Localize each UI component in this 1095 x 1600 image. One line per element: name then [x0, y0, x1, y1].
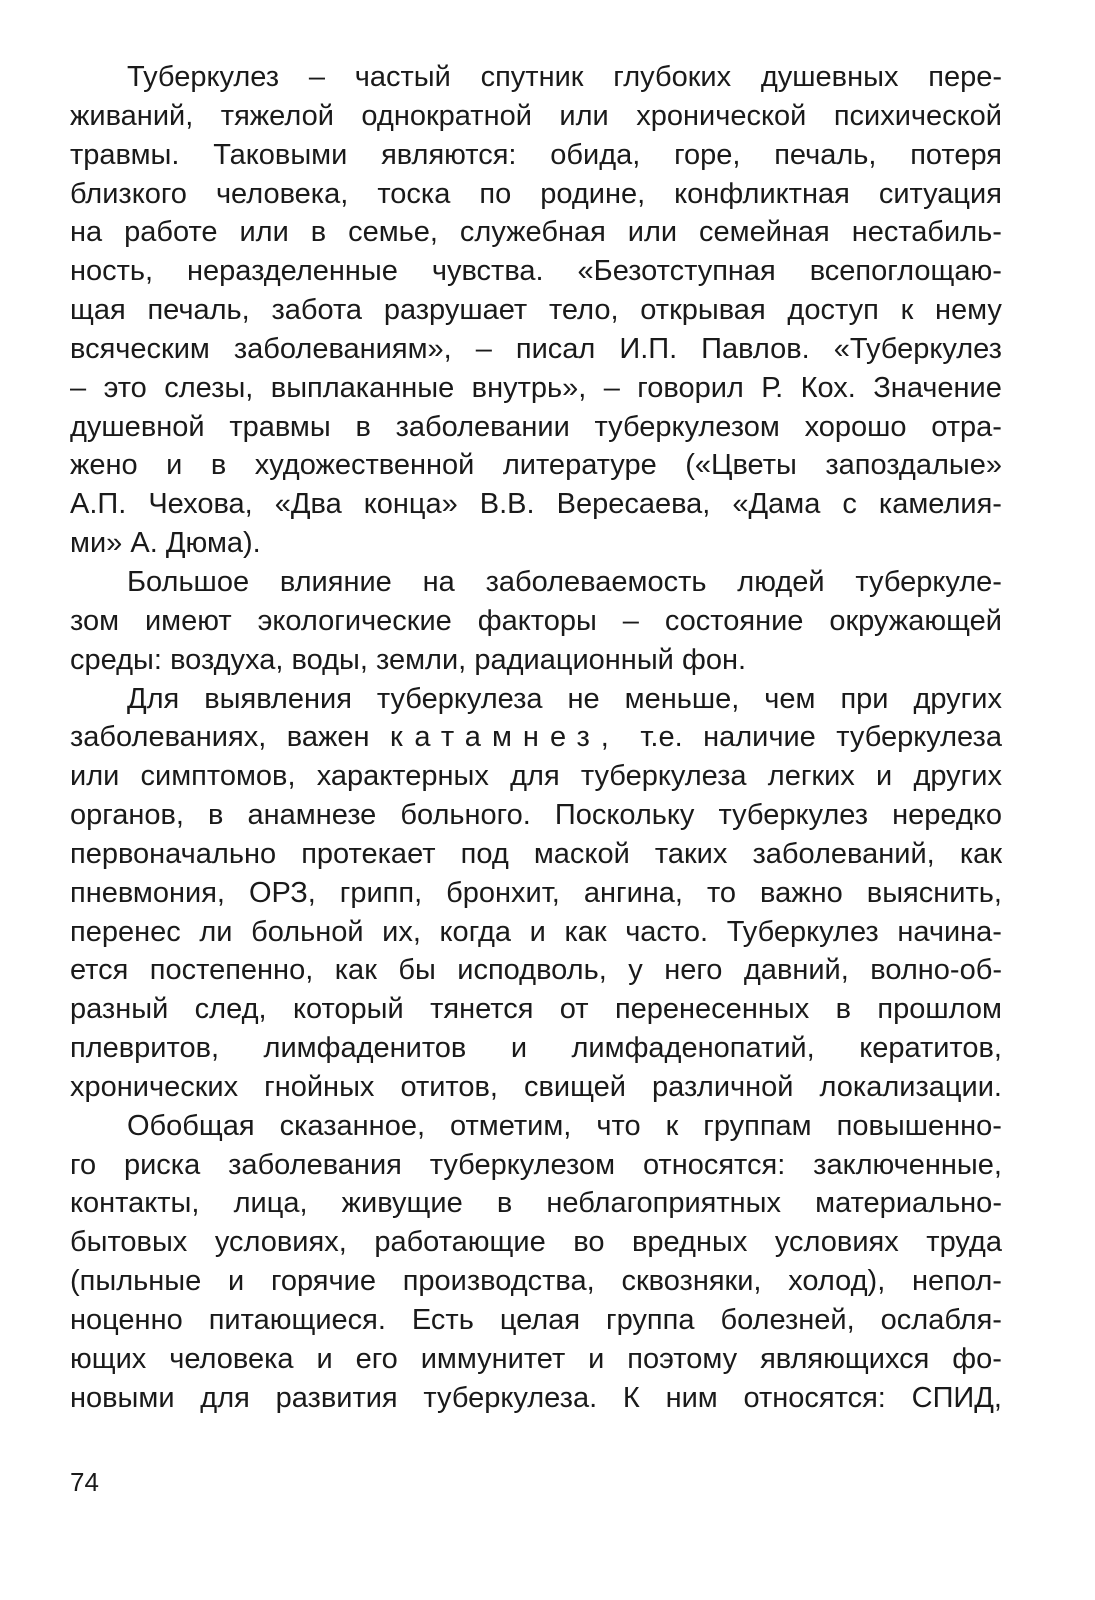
word: забота — [271, 294, 363, 327]
word: Р. — [761, 371, 784, 404]
word: разрушает — [383, 294, 528, 327]
word: выплаканные — [270, 371, 455, 404]
word: меньше, — [624, 682, 740, 715]
word: важно — [760, 876, 843, 909]
word: туберкулез — [718, 799, 869, 832]
word: важен — [286, 721, 370, 754]
word: Дюма). — [165, 527, 261, 560]
word: ноценно — [70, 1304, 183, 1336]
word: семье, — [348, 216, 438, 249]
word: людей — [737, 565, 825, 598]
word: плевритов, — [70, 1032, 220, 1065]
word: являются: — [381, 138, 517, 171]
word: говорил — [637, 371, 744, 404]
word: писал — [515, 332, 596, 365]
word: след, — [194, 993, 267, 1026]
word: прошлом — [877, 993, 1002, 1026]
word: то — [706, 876, 737, 909]
word: человека — [169, 1342, 294, 1375]
word: в — [355, 410, 371, 443]
word: психической — [833, 99, 1002, 132]
word: симптомов, — [140, 760, 296, 793]
word: жено — [70, 449, 138, 482]
word: туберкулезом — [594, 410, 780, 443]
word: чувства. — [431, 255, 544, 288]
text-line — [70, 1146, 1002, 1185]
word: близкого — [70, 177, 187, 210]
word: конца» — [363, 488, 458, 521]
word: выявления — [204, 682, 352, 715]
word: свищей — [524, 1070, 626, 1103]
word: лица, — [233, 1187, 308, 1220]
word: к — [665, 1109, 679, 1142]
text-line — [70, 524, 1002, 563]
text-line — [70, 990, 1002, 1029]
text-line — [70, 408, 1002, 447]
word: характерных — [316, 760, 489, 793]
word: перенес — [70, 915, 181, 948]
word: т.е. — [640, 721, 683, 754]
word: бы — [398, 954, 436, 987]
word: и — [510, 1032, 528, 1065]
word: или — [559, 99, 609, 132]
text-line — [70, 913, 1002, 952]
word: слезы, — [164, 371, 254, 404]
word: заключенные, — [813, 1148, 1002, 1181]
word: для — [510, 760, 560, 793]
word: тяжелой — [220, 99, 334, 132]
text-line — [70, 252, 1002, 291]
text-line — [70, 1262, 1002, 1301]
text-line — [70, 874, 1002, 913]
word: Есть — [411, 1304, 474, 1336]
word: под — [460, 837, 509, 870]
word: заболеваний, — [752, 837, 935, 870]
text-line — [70, 1301, 1002, 1340]
word: тянется — [430, 993, 534, 1026]
word: по — [479, 177, 512, 210]
word: в — [835, 993, 851, 1026]
word: неблагоприятных — [546, 1187, 782, 1220]
word: целая — [499, 1304, 581, 1336]
word: у — [628, 954, 643, 987]
word: СПИД, — [911, 1381, 1002, 1414]
text-line — [70, 1340, 1002, 1379]
page-number: 74 — [70, 1467, 99, 1497]
word: «Два — [274, 488, 342, 521]
word: как — [564, 915, 607, 948]
word: являющихся — [760, 1342, 930, 1375]
word: тоска — [377, 177, 451, 210]
word: доступ — [787, 294, 879, 327]
word: непол- — [912, 1265, 1002, 1298]
word: ОРЗ, — [248, 876, 316, 909]
word: живущие — [341, 1187, 463, 1220]
text-line — [70, 1379, 1002, 1418]
word: гнойных — [264, 1070, 375, 1103]
word: пере- — [928, 61, 1002, 93]
text-line — [70, 58, 1002, 97]
word: иммунитет — [420, 1342, 566, 1375]
word: в — [210, 449, 227, 482]
word: него — [664, 954, 723, 987]
word: художественной — [254, 449, 475, 482]
word: на — [422, 565, 455, 598]
text-line — [70, 641, 1002, 680]
word: других — [913, 682, 1002, 715]
word: – — [70, 371, 87, 404]
word: душевной — [70, 410, 205, 443]
word: человека, — [215, 177, 349, 210]
word: Для — [127, 682, 180, 715]
word: питающиеся. — [208, 1304, 386, 1336]
word: А.П. — [70, 488, 127, 521]
word: травмы — [229, 410, 331, 443]
word: душевных — [760, 61, 899, 93]
word: туберкулеза — [376, 682, 543, 715]
word: В.В. — [479, 488, 535, 521]
word: больной — [251, 915, 364, 948]
word: внутрь», — [471, 371, 587, 404]
word: окружающей — [829, 604, 1002, 637]
word: живаний, — [70, 99, 194, 132]
word: туберкуле- — [855, 565, 1002, 598]
word: запоздалые» — [825, 449, 1002, 482]
word: конфликтная — [674, 177, 850, 210]
word: сквозняки, — [621, 1265, 762, 1298]
word: для — [200, 1381, 250, 1414]
word: или — [239, 216, 289, 249]
word: частый — [354, 61, 451, 93]
word: лимфаденитов — [263, 1032, 467, 1065]
word: туберкулезом — [429, 1148, 616, 1181]
word: И.П. — [619, 332, 678, 365]
word: – — [475, 332, 492, 365]
word: спутник — [480, 61, 584, 93]
text-line — [70, 1068, 1002, 1107]
word: производства, — [402, 1265, 595, 1298]
word: Таковыми — [213, 138, 348, 171]
word: горячие — [270, 1265, 376, 1298]
word: фон. — [681, 643, 747, 676]
word: всепоглощаю- — [809, 255, 1002, 288]
text-line — [70, 330, 1002, 369]
word: потеря — [910, 138, 1002, 171]
word: работе — [124, 216, 218, 249]
word: легких — [767, 760, 855, 793]
word: больного. — [400, 799, 531, 832]
word: нередко — [892, 799, 1002, 832]
word: земли, — [376, 643, 467, 676]
word: анамнезе — [247, 799, 377, 832]
word: в — [496, 1187, 513, 1220]
word: развития — [275, 1381, 398, 1414]
word: и — [166, 449, 183, 482]
word: условиях — [774, 1226, 899, 1259]
word: перенесенных — [614, 993, 810, 1026]
word: факторы — [477, 604, 597, 637]
word: влияние — [279, 565, 392, 598]
word: заболевания — [228, 1148, 402, 1181]
word: поэтому — [627, 1342, 738, 1375]
word: контакты, — [70, 1187, 200, 1220]
text-line — [70, 1107, 1002, 1146]
word: относятся: — [642, 1148, 786, 1181]
word: неразделенные — [187, 255, 398, 288]
word: холод), — [788, 1265, 886, 1298]
word: как — [959, 837, 1002, 870]
word: хронических — [70, 1070, 239, 1103]
word: новыми — [70, 1381, 175, 1414]
word: ослабля- — [880, 1304, 1002, 1336]
word: литературе — [502, 449, 657, 482]
word: сказанное, — [279, 1109, 426, 1142]
word: открывая — [640, 294, 766, 327]
text-line — [70, 796, 1002, 835]
word: печаль, — [147, 294, 250, 327]
word: в — [310, 216, 327, 249]
word: органов, — [70, 799, 184, 832]
word: что — [596, 1109, 641, 1142]
word: заболеваемость — [485, 565, 707, 598]
word: и — [876, 760, 893, 793]
word: состояние — [664, 604, 804, 637]
word: и — [316, 1342, 333, 1375]
text-line — [70, 602, 1002, 641]
text-line — [70, 718, 1002, 757]
word: воздуха, — [170, 643, 284, 676]
word: часто. — [625, 915, 709, 948]
word: отметим, — [450, 1109, 572, 1142]
word: хорошо — [804, 410, 907, 443]
word: воды, — [291, 643, 368, 676]
word: го — [70, 1148, 97, 1181]
word: отра- — [931, 410, 1002, 443]
word: ющих — [70, 1342, 147, 1375]
word: от — [559, 993, 589, 1026]
word: зом — [70, 604, 120, 637]
text-line — [70, 97, 1002, 136]
word: экологические — [257, 604, 452, 637]
word: когда — [439, 915, 512, 948]
word: постепенно, — [149, 954, 314, 987]
word: наличие — [703, 721, 816, 754]
word: служебная — [459, 216, 606, 249]
word: нестабиль- — [851, 216, 1002, 249]
text-line — [70, 175, 1002, 214]
word: ним — [665, 1381, 718, 1414]
word: семейная — [699, 216, 830, 249]
word: не — [567, 682, 600, 715]
word: Поскольку — [554, 799, 695, 832]
word: «Туберкулез — [833, 332, 1002, 365]
word: выяснить, — [866, 876, 1002, 909]
text-line — [70, 951, 1002, 990]
page-body — [70, 58, 1002, 1418]
word: и — [227, 1265, 245, 1298]
word: печаль, — [774, 138, 877, 171]
word: различной — [652, 1070, 794, 1103]
word: и — [588, 1342, 605, 1375]
word: давний, — [743, 954, 849, 987]
word: Вересаева, — [556, 488, 711, 521]
word: туберкулеза. — [423, 1381, 598, 1414]
word: туберкулеза — [580, 760, 747, 793]
word: К — [622, 1381, 640, 1414]
text-line — [70, 291, 1002, 330]
word: чем — [764, 682, 816, 715]
word: туберкулеза — [836, 721, 1002, 754]
text-line — [70, 136, 1002, 175]
word: радиационный — [474, 643, 674, 676]
word: ангина, — [583, 876, 683, 909]
word: исподволь, — [457, 954, 607, 987]
text-line — [70, 446, 1002, 485]
word: таких — [654, 837, 728, 870]
text-line — [70, 369, 1002, 408]
word: работающие — [374, 1226, 546, 1259]
word: отитов, — [400, 1070, 498, 1103]
word: – — [603, 371, 620, 404]
word: ли — [199, 915, 233, 948]
word: глубоких — [613, 61, 732, 93]
word: Кох. — [800, 371, 856, 404]
word: заболеваниям», — [233, 332, 452, 365]
word: волно-об- — [870, 954, 1002, 987]
word: фо- — [952, 1342, 1002, 1375]
word: болезней, — [720, 1304, 855, 1336]
word: родине, — [540, 177, 646, 210]
word: и — [529, 915, 546, 948]
word: в — [208, 799, 224, 832]
text-line — [70, 1029, 1002, 1068]
word: грипп, — [339, 876, 423, 909]
word: среды: — [70, 643, 162, 676]
word: относятся: — [743, 1381, 886, 1414]
word: это — [103, 371, 147, 404]
word: травмы. — [70, 138, 180, 171]
word: Значение — [873, 371, 1002, 404]
word: имеют — [144, 604, 232, 637]
word: тело, — [548, 294, 619, 327]
word: их, — [382, 915, 421, 948]
word: труда — [926, 1226, 1002, 1259]
text-line — [70, 835, 1002, 874]
word: на — [70, 216, 103, 249]
word: – — [308, 61, 325, 93]
word: щая — [70, 294, 126, 327]
word: лимфаденопатий, — [571, 1032, 815, 1065]
word: протекает — [301, 837, 436, 870]
word: или — [70, 760, 120, 793]
word: всяческим — [70, 332, 210, 365]
word: маской — [533, 837, 630, 870]
word: («Цветы — [685, 449, 797, 482]
text-line — [70, 563, 1002, 602]
word: А. — [130, 527, 158, 560]
word: как — [334, 954, 377, 987]
word: нему — [935, 294, 1002, 327]
word: вредных — [632, 1226, 748, 1259]
word: «Дама — [732, 488, 821, 521]
text-line — [70, 757, 1002, 796]
text-line — [70, 680, 1002, 719]
word: пневмония, — [70, 876, 225, 909]
word: ми» — [70, 527, 123, 560]
word: к — [900, 294, 914, 327]
word: риска — [123, 1148, 201, 1181]
word: Павлов. — [701, 332, 810, 365]
word: который — [292, 993, 404, 1026]
word: других — [913, 760, 1002, 793]
word: Туберкулез — [127, 61, 280, 93]
word: группа — [606, 1304, 695, 1336]
word: хронической — [636, 99, 807, 132]
text-line — [70, 1223, 1002, 1262]
word: заболеваниях, — [70, 721, 267, 754]
word: «Безотступная — [577, 255, 776, 288]
word: первоначально — [70, 837, 277, 870]
text-line — [70, 213, 1002, 252]
word: разный — [70, 993, 169, 1026]
word: бронхит, — [446, 876, 560, 909]
text-line — [70, 1184, 1002, 1223]
word: обида, — [550, 138, 641, 171]
word: Обобщая — [127, 1109, 255, 1142]
word: повышенно- — [836, 1109, 1002, 1142]
word: ситуация — [878, 177, 1002, 210]
word: (пыльные — [70, 1265, 202, 1298]
word: материально- — [815, 1187, 1002, 1220]
word: горе, — [674, 138, 741, 171]
word: ется — [70, 954, 129, 987]
word: однократной — [361, 99, 532, 132]
word: начина- — [897, 915, 1002, 948]
word: ность, — [70, 255, 154, 288]
word: бытовых — [70, 1226, 188, 1259]
word: при — [840, 682, 889, 715]
word: или — [627, 216, 678, 249]
word: – — [622, 604, 639, 637]
word: заболевании — [395, 410, 570, 443]
word: кератитов, — [859, 1032, 1002, 1065]
word: катамнез, — [389, 721, 620, 754]
word: Большое — [127, 565, 250, 598]
word: с — [842, 488, 857, 521]
word: камелия- — [878, 488, 1002, 521]
word: во — [573, 1226, 605, 1259]
word: его — [355, 1342, 398, 1375]
word: условиях, — [214, 1226, 347, 1259]
word: Чехова, — [148, 488, 253, 521]
text-line — [70, 485, 1002, 524]
word: Туберкулез — [726, 915, 879, 948]
word: локализации. — [819, 1070, 1002, 1103]
word: группам — [703, 1109, 812, 1142]
